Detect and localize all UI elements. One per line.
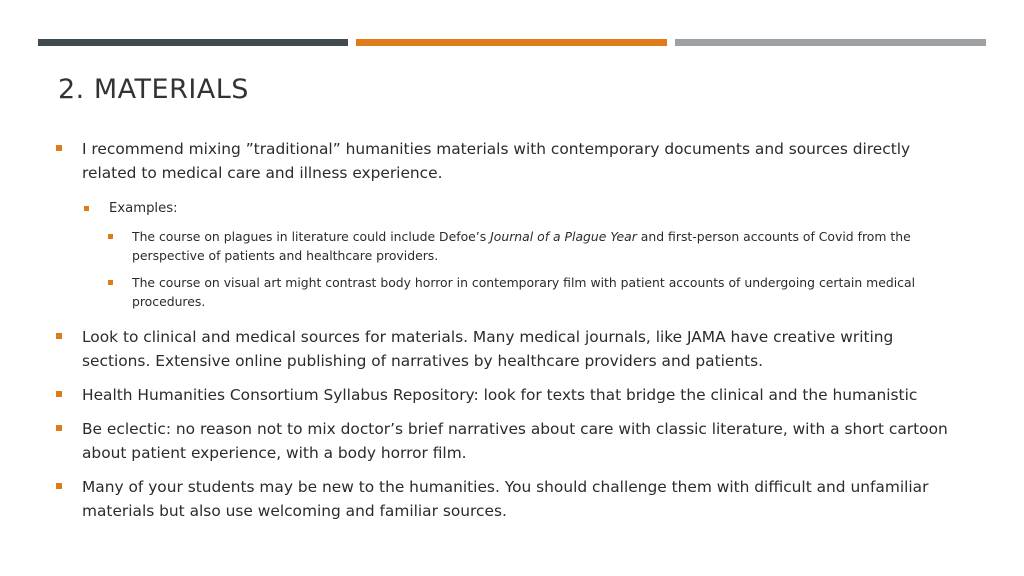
bullet-item bbox=[56, 417, 956, 465]
sub-bullet-text: Examples: bbox=[109, 201, 178, 216]
sub-sub-bullet-item bbox=[108, 273, 956, 311]
square-bullet-icon bbox=[56, 425, 62, 431]
example-text: The course on visual art might contrast body horror in contemporary film with patient accounts of undergoing certain medical procedures. bbox=[132, 275, 916, 309]
sub-sub-bullet-item bbox=[108, 227, 956, 265]
example-text-post: and first-person accounts of Covid from the perspective of patients and healthcare providers. bbox=[132, 229, 911, 263]
header-bar-gray bbox=[675, 39, 986, 46]
slide-title: 2. MATERIALS bbox=[58, 74, 249, 105]
bullet-item bbox=[56, 137, 956, 185]
bullet-text: Health Humanities Consortium Syllabus Repository: look for texts that bridge the clinical and the humanistic bbox=[82, 386, 918, 404]
square-bullet-icon bbox=[56, 391, 62, 397]
header-bar-orange bbox=[356, 39, 667, 46]
bullet-item bbox=[56, 383, 956, 407]
square-bullet-icon bbox=[56, 483, 62, 489]
square-bullet-icon bbox=[84, 206, 89, 211]
square-bullet-icon bbox=[108, 234, 113, 239]
square-bullet-icon bbox=[108, 280, 113, 285]
sub-bullet-item bbox=[84, 199, 956, 219]
bullet-item bbox=[56, 325, 956, 373]
bullet-text: Be eclectic: no reason not to mix doctor’s brief narratives about care with classic literature, with a short cartoon about patient experience, with a body horror film. bbox=[82, 420, 948, 462]
slide-content bbox=[56, 137, 956, 533]
bullet-item bbox=[56, 475, 956, 523]
header-bar-dark bbox=[38, 39, 348, 46]
example-book-title: Journal of a Plague Year bbox=[490, 229, 637, 244]
header-bars bbox=[38, 39, 986, 46]
bullet-text: Many of your students may be new to the humanities. You should challenge them with difficult and unfamiliar materials but also use welcoming and familiar sources. bbox=[82, 478, 929, 520]
square-bullet-icon bbox=[56, 145, 62, 151]
bullet-text: Look to clinical and medical sources for materials. Many medical journals, like JAMA have creative writing sections. Extensive online publishing of narratives by healthcare providers and patients. bbox=[82, 328, 894, 370]
bullet-text: I recommend mixing ”traditional” humanities materials with contemporary documents and sources directly related to medical care and illness experience. bbox=[82, 140, 911, 182]
example-text-pre: The course on plagues in literature could include Defoe’s bbox=[132, 229, 491, 244]
square-bullet-icon bbox=[56, 333, 62, 339]
